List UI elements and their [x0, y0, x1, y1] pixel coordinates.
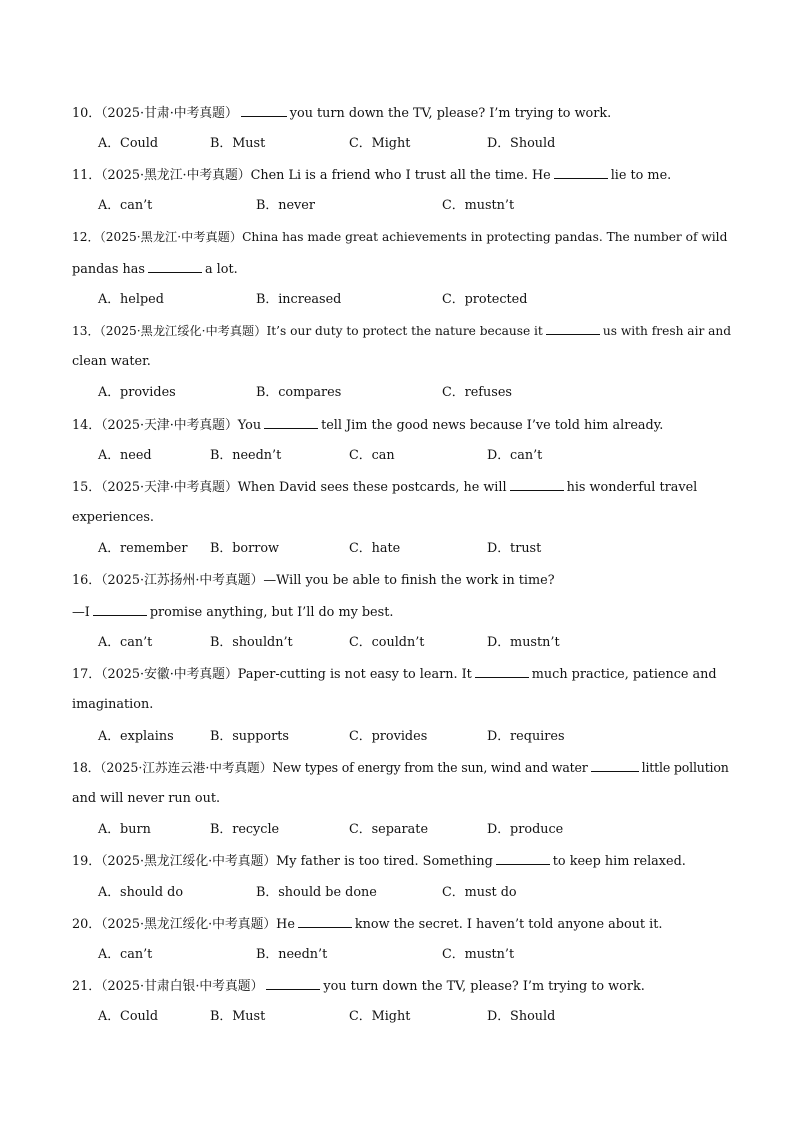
- option-a[interactable]: A．explains: [98, 729, 174, 744]
- question-source: （2025·安徽·中考真题）: [101, 667, 238, 682]
- question-17: [72, 665, 732, 683]
- question-15: [72, 478, 732, 496]
- option-b[interactable]: B．compares: [256, 385, 342, 400]
- question-text: imagination.: [72, 697, 154, 712]
- question-text: China has made great achievements in protecting pandas. The number of wild: [242, 230, 728, 244]
- option-c[interactable]: C．Might: [349, 1009, 411, 1024]
- question-10: [72, 104, 732, 122]
- question-source: （2025·黑龙江·中考真题）: [99, 230, 243, 244]
- question-number: 10．: [72, 106, 102, 121]
- answer-blank[interactable]: [241, 104, 287, 117]
- question-14: [72, 416, 732, 434]
- option-b[interactable]: B．Must: [210, 1009, 266, 1024]
- option-b[interactable]: B．Must: [210, 136, 266, 151]
- option-d[interactable]: D．requires: [487, 729, 565, 744]
- question-number: 16．: [72, 573, 102, 588]
- option-a[interactable]: A．provides: [98, 385, 176, 400]
- question-11: [72, 166, 732, 184]
- option-b[interactable]: B．increased: [256, 292, 342, 307]
- option-a[interactable]: A．helped: [98, 292, 164, 307]
- options-11: [98, 197, 728, 214]
- option-a[interactable]: A．can’t: [98, 198, 153, 213]
- question-12: [72, 229, 732, 246]
- option-c[interactable]: C．must do: [442, 885, 517, 900]
- options-20: [98, 946, 728, 963]
- question-text: pandas has: [72, 262, 145, 277]
- answer-blank[interactable]: [266, 977, 320, 990]
- answer-blank[interactable]: [148, 260, 202, 273]
- option-c[interactable]: C．couldn’t: [349, 635, 425, 650]
- question-text: Paper-cutting is not easy to learn. It: [237, 667, 472, 682]
- option-a[interactable]: A．need: [98, 448, 152, 463]
- question-number: 20．: [72, 917, 102, 932]
- question-text: you turn down the TV, please? I’m trying to work.: [289, 106, 612, 121]
- question-text: clean water.: [72, 354, 151, 369]
- answer-blank[interactable]: [510, 478, 564, 491]
- question-text-after: to keep him relaxed.: [552, 854, 686, 869]
- question-16-continued: [72, 603, 732, 621]
- answer-blank[interactable]: [298, 915, 352, 928]
- question-number: 14．: [72, 418, 102, 433]
- question-number: 21．: [72, 979, 102, 994]
- question-text: My father is too tired. Something: [276, 854, 493, 869]
- option-d[interactable]: D．trust: [487, 541, 542, 556]
- option-a[interactable]: A．should do: [98, 885, 184, 900]
- question-text-after: us with fresh air and: [602, 324, 732, 338]
- question-18: [72, 759, 732, 776]
- question-text: and will never run out.: [72, 791, 221, 806]
- question-number: 13．: [72, 324, 100, 338]
- question-text: It’s our duty to protect the nature because it: [266, 324, 543, 338]
- options-15: [98, 540, 728, 557]
- options-16: [98, 634, 728, 651]
- question-16: [72, 572, 732, 589]
- option-d[interactable]: D．Should: [487, 1009, 556, 1024]
- question-number: 18．: [72, 760, 101, 775]
- option-b[interactable]: B．shouldn’t: [210, 635, 293, 650]
- question-text-after: a lot.: [204, 262, 238, 277]
- question-text: —I: [72, 605, 90, 620]
- question-source: （2025·甘肃·中考真题）: [101, 106, 238, 121]
- options-17: [98, 728, 728, 745]
- option-a[interactable]: A．Could: [98, 1009, 159, 1024]
- option-a[interactable]: A．remember: [98, 541, 188, 556]
- option-c[interactable]: C．separate: [349, 822, 429, 837]
- options-21: [98, 1008, 728, 1025]
- option-c[interactable]: C．can: [349, 448, 395, 463]
- question-source: （2025·江苏扬州·中考真题）: [101, 573, 264, 588]
- option-a[interactable]: A．burn: [98, 822, 151, 837]
- question-number: 12．: [72, 230, 100, 244]
- option-a[interactable]: A．can’t: [98, 635, 153, 650]
- question-12-continued: [72, 260, 732, 278]
- option-c[interactable]: C．hate: [349, 541, 401, 556]
- options-19: [98, 884, 728, 901]
- option-c[interactable]: C．provides: [349, 729, 428, 744]
- question-number: 15．: [72, 480, 102, 495]
- question-source: （2025·黑龙江·中考真题）: [101, 168, 251, 183]
- question-20: [72, 915, 732, 933]
- option-a[interactable]: A．Could: [98, 136, 159, 151]
- question-text-after: promise anything, but I’ll do my best.: [149, 605, 394, 620]
- question-text-after: his wonderful travel: [566, 480, 698, 495]
- question-source: （2025·黑龙江绥化·中考真题）: [101, 854, 277, 869]
- options-12: [98, 291, 728, 308]
- option-b[interactable]: B．supports: [210, 729, 289, 744]
- option-b[interactable]: B．should be done: [256, 885, 377, 900]
- answer-blank[interactable]: [554, 166, 608, 179]
- question-text: experiences.: [72, 510, 154, 525]
- question-number: 17．: [72, 667, 102, 682]
- question-text: Chen Li is a friend who I trust all the time. He: [250, 168, 551, 183]
- option-b[interactable]: B．needn’t: [210, 448, 282, 463]
- question-text-after: much practice, patience and: [531, 667, 717, 682]
- option-b[interactable]: B．needn’t: [256, 947, 328, 962]
- question-text-after: lie to me.: [610, 168, 672, 183]
- option-d[interactable]: D．mustn’t: [487, 635, 560, 650]
- question-text: You: [237, 418, 262, 433]
- question-text-after: know the secret. I haven’t told anyone about it.: [354, 917, 663, 932]
- question-source: （2025·江苏连云港·中考真题）: [100, 760, 273, 775]
- question-text: —Will you be able to finish the work in time?: [263, 573, 555, 588]
- answer-blank[interactable]: [591, 759, 639, 772]
- question-source: （2025·黑龙江绥化·中考真题）: [101, 917, 277, 932]
- question-text: When David sees these postcards, he will: [237, 480, 507, 495]
- question-13-continued: [72, 353, 732, 370]
- question-source: （2025·黑龙江绥化·中考真题）: [99, 324, 267, 338]
- option-b[interactable]: B．borrow: [210, 541, 279, 556]
- question-21: [72, 977, 732, 995]
- option-b[interactable]: B．never: [256, 198, 315, 213]
- question-text: He: [276, 917, 295, 932]
- answer-blank[interactable]: [546, 322, 600, 335]
- question-18-continued: [72, 790, 732, 807]
- question-source: （2025·甘肃白银·中考真题）: [101, 979, 264, 994]
- answer-blank[interactable]: [496, 852, 550, 865]
- question-text: New types of energy from the sun, wind and water: [272, 760, 588, 775]
- question-15-continued: [72, 509, 732, 526]
- question-number: 19．: [72, 854, 102, 869]
- question-13: [72, 322, 732, 340]
- options-14: [98, 447, 728, 464]
- option-a[interactable]: A．can’t: [98, 947, 153, 962]
- question-source: （2025·天津·中考真题）: [101, 480, 238, 495]
- option-c[interactable]: C．mustn’t: [442, 947, 515, 962]
- option-d[interactable]: D．Should: [487, 136, 556, 151]
- answer-blank[interactable]: [475, 665, 529, 678]
- question-19: [72, 852, 732, 870]
- options-13: [98, 384, 728, 401]
- option-c[interactable]: C．protected: [442, 292, 528, 307]
- question-number: 11．: [72, 168, 102, 183]
- answer-blank[interactable]: [93, 603, 147, 616]
- answer-blank[interactable]: [264, 416, 318, 429]
- option-d[interactable]: D．produce: [487, 822, 564, 837]
- option-c[interactable]: C．Might: [349, 136, 411, 151]
- option-d[interactable]: D．can’t: [487, 448, 543, 463]
- question-17-continued: [72, 696, 732, 713]
- question-text: you turn down the TV, please? I’m trying to work.: [323, 979, 645, 994]
- options-18: [98, 821, 728, 838]
- option-c[interactable]: C．refuses: [442, 385, 512, 400]
- option-c[interactable]: C．mustn’t: [442, 198, 515, 213]
- question-source: （2025·天津·中考真题）: [101, 418, 238, 433]
- options-10: [98, 135, 728, 152]
- question-text-after: little pollution: [641, 760, 729, 775]
- question-text-after: tell Jim the good news because I’ve told him already.: [321, 418, 664, 433]
- option-b[interactable]: B．recycle: [210, 822, 280, 837]
